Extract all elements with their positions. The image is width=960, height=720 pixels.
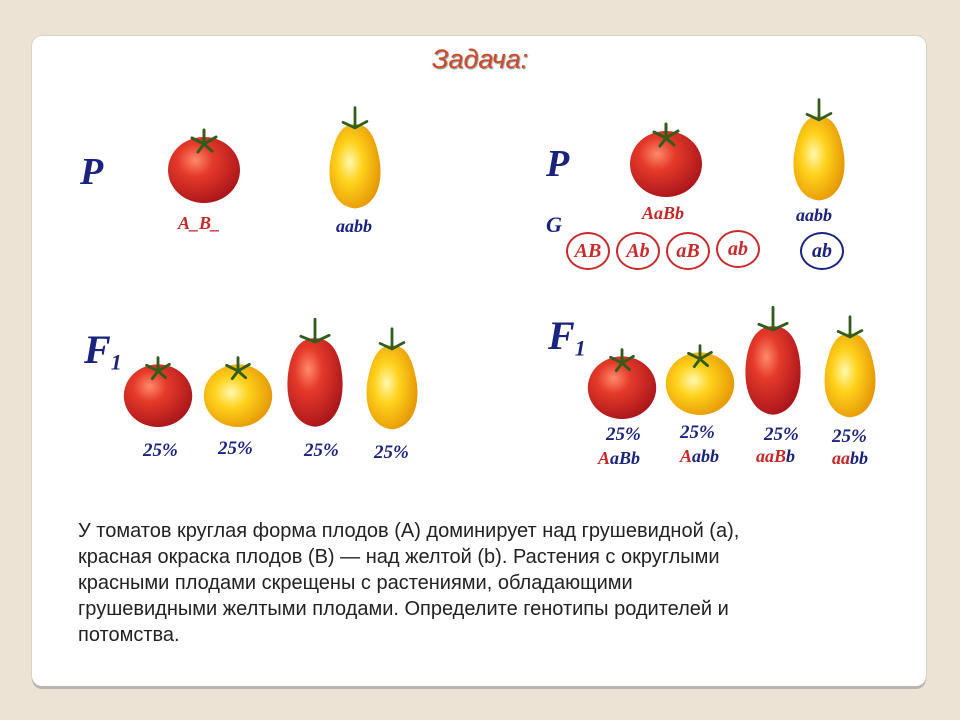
right-p-genotype-2: aabb — [796, 205, 832, 225]
right-p-genotype-1: AaBb — [642, 203, 685, 223]
yellow-pear-tomato-icon — [360, 322, 424, 438]
yellow-round-tomato-icon — [200, 352, 276, 428]
gamete-circle-4: ab — [716, 230, 760, 268]
description-line: красными плодами скрещены с растениями, обладающими — [78, 572, 633, 594]
description-line: грушевидными желтыми плодами. Определите генотипы родителей и — [78, 598, 729, 620]
right-f1-percent-4: 25% — [832, 426, 867, 447]
yellow-pear-tomato-icon — [320, 104, 390, 214]
left-f1-label: $F_1$ — [84, 327, 122, 375]
right-p-label: P — [546, 143, 570, 185]
description-line: красная окраска плодов (В) — над желтой (b). Растения с округлыми — [78, 546, 720, 568]
page-title: Задача: — [431, 44, 529, 74]
red-pear-tomato-icon — [740, 300, 806, 424]
red-round-tomato-icon — [120, 352, 196, 428]
right-f1-genotype-1: AaBb — [598, 448, 641, 468]
left-p-genotype-1: A_B_ — [178, 213, 221, 233]
left-p-genotype-2: aabb — [336, 216, 372, 236]
left-f1-percent-3: 25% — [304, 440, 339, 461]
right-f1-percent-3: 25% — [764, 424, 799, 445]
red-pear-tomato-icon — [282, 312, 348, 436]
red-round-tomato-icon — [626, 118, 706, 198]
left-f1-percent-1: 25% — [143, 440, 178, 461]
right-g-label: G — [546, 212, 562, 237]
left-f1-percent-2: 25% — [218, 438, 253, 459]
right-f1-genotype-2: Aabb — [680, 446, 720, 466]
left-f1-percent-4: 25% — [374, 442, 409, 463]
right-f1-label: $F_1$ — [548, 313, 586, 361]
yellow-round-tomato-icon — [662, 340, 738, 416]
description-line: У томатов круглая форма плодов (А) доминирует над грушевидной (а), — [78, 520, 740, 542]
yellow-pear-tomato-icon — [818, 310, 882, 426]
yellow-pear-tomato-icon — [784, 96, 854, 206]
right-f1-percent-2: 25% — [680, 422, 715, 443]
red-round-tomato-icon — [584, 344, 660, 420]
gamete-circle-2: Ab — [616, 232, 660, 270]
right-f1-genotype-4: aabb — [832, 448, 868, 468]
gamete-circle-3: aB — [666, 232, 710, 270]
problem-description — [78, 518, 898, 648]
right-f1-percent-1: 25% — [606, 424, 641, 445]
gamete-circle-1: AB — [566, 232, 610, 270]
gamete-circle-recessive: ab — [800, 232, 844, 270]
red-round-tomato-icon — [164, 124, 244, 204]
right-f1-genotype-3: aaBb — [756, 446, 796, 466]
description-line: потомства. — [78, 624, 180, 646]
left-p-label: P — [80, 151, 104, 193]
